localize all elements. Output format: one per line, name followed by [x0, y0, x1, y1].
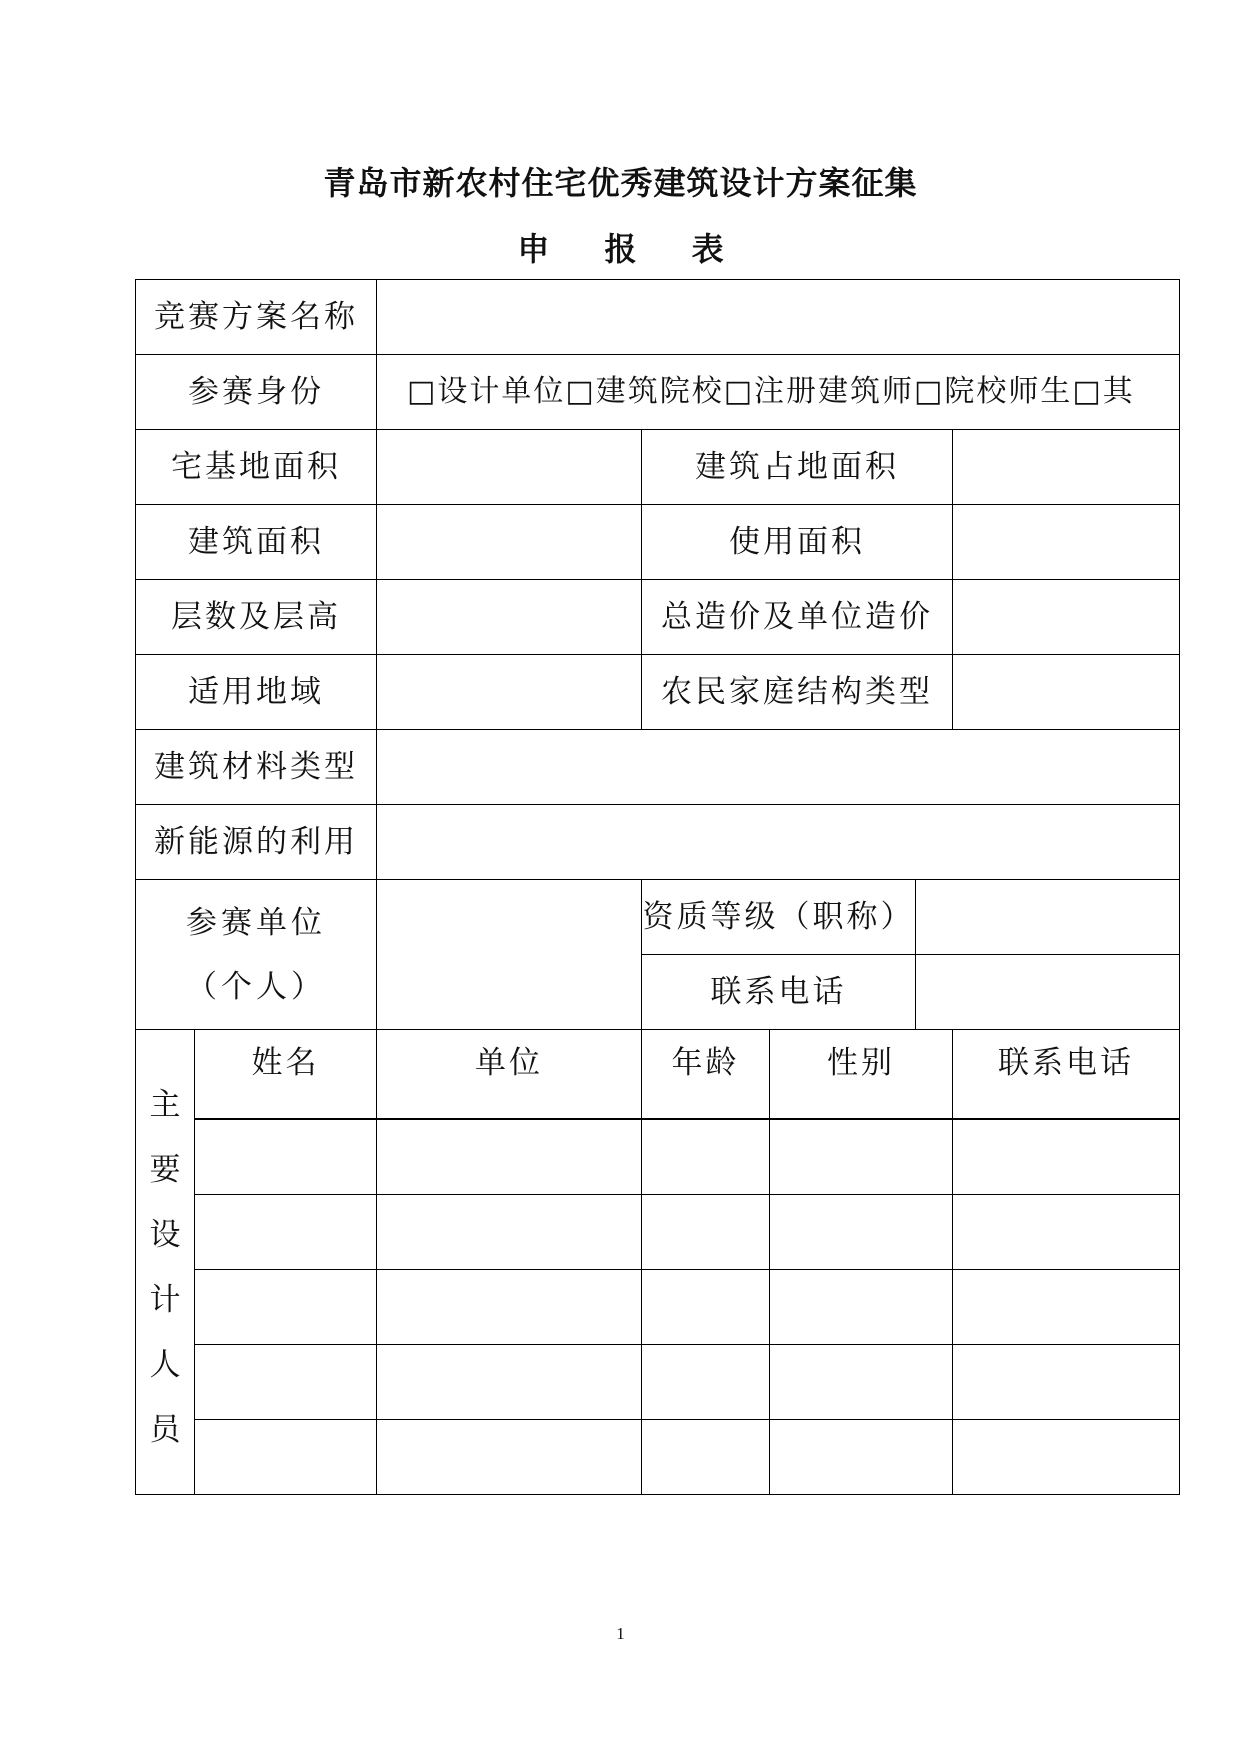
- vertical-char: 主: [149, 1087, 181, 1123]
- table-row: [136, 1270, 1180, 1345]
- column-header-age: 年龄: [642, 1030, 770, 1120]
- material-label: 建筑材料类型: [136, 730, 377, 805]
- designer-gender-field[interactable]: [770, 1420, 953, 1495]
- vertical-char: 员: [149, 1412, 181, 1448]
- table-row: [136, 1420, 1180, 1495]
- designer-name-field[interactable]: [195, 1195, 377, 1270]
- table-row: [136, 1195, 1180, 1270]
- row-floors: [136, 580, 1180, 655]
- homestead-area-label: 宅基地面积: [136, 430, 377, 505]
- unit-label-line2: （个人）: [186, 968, 326, 1005]
- footprint-area-field[interactable]: [953, 430, 1180, 505]
- designer-unit-field[interactable]: [377, 1119, 642, 1195]
- identity-label: 参赛身份: [136, 355, 377, 430]
- row-identity: [136, 355, 1180, 430]
- qualification-field[interactable]: [916, 880, 1180, 955]
- designer-phone-field[interactable]: [953, 1420, 1180, 1495]
- designer-unit-field[interactable]: [377, 1345, 642, 1420]
- contact-phone-label: 联系电话: [642, 955, 916, 1030]
- row-building-area: [136, 505, 1180, 580]
- homestead-area-field[interactable]: [377, 430, 642, 505]
- cost-field[interactable]: [953, 580, 1180, 655]
- contact-phone-field[interactable]: [916, 955, 1180, 1030]
- designer-age-field[interactable]: [642, 1119, 770, 1195]
- designer-unit-field[interactable]: [377, 1195, 642, 1270]
- vertical-char: 人: [149, 1347, 181, 1383]
- row-energy: [136, 805, 1180, 880]
- application-form-table: [135, 279, 1180, 1495]
- column-header-name: 姓名: [195, 1030, 377, 1120]
- table-row: [136, 1345, 1180, 1420]
- designer-age-field[interactable]: [642, 1345, 770, 1420]
- unit-label: [136, 880, 377, 1030]
- designer-age-field[interactable]: [642, 1420, 770, 1495]
- designer-gender-field[interactable]: [770, 1195, 953, 1270]
- scheme-name-field[interactable]: [377, 280, 1180, 355]
- designer-age-field[interactable]: [642, 1270, 770, 1345]
- vertical-char: 计: [149, 1282, 181, 1318]
- region-field[interactable]: [377, 655, 642, 730]
- designer-phone-field[interactable]: [953, 1345, 1180, 1420]
- vertical-char: 设: [149, 1217, 181, 1253]
- column-header-phone: 联系电话: [953, 1030, 1180, 1120]
- floors-field[interactable]: [377, 580, 642, 655]
- energy-field[interactable]: [377, 805, 1180, 880]
- usable-area-field[interactable]: [953, 505, 1180, 580]
- document-title: 青岛市新农村住宅优秀建筑设计方案征集: [323, 164, 918, 202]
- unit-label-line1: 参赛单位: [186, 904, 326, 941]
- designer-gender-field[interactable]: [770, 1345, 953, 1420]
- designers-header-row: [136, 1030, 1180, 1120]
- designer-name-field[interactable]: [195, 1119, 377, 1195]
- column-header-gender: 性别: [770, 1030, 953, 1120]
- row-material: [136, 730, 1180, 805]
- designer-gender-field[interactable]: [770, 1119, 953, 1195]
- designers-vertical-label: [136, 1030, 195, 1495]
- energy-label: 新能源的利用: [136, 805, 377, 880]
- identity-options[interactable]: □设计单位□建筑院校□注册建筑师□院校师生□其: [377, 355, 1180, 430]
- unit-field[interactable]: [377, 880, 642, 1030]
- floors-label: 层数及层高: [136, 580, 377, 655]
- page-number: 1: [616, 1624, 625, 1643]
- family-structure-label: 农民家庭结构类型: [642, 655, 953, 730]
- cost-label: 总造价及单位造价: [642, 580, 953, 655]
- designer-phone-field[interactable]: [953, 1270, 1180, 1345]
- designer-gender-field[interactable]: [770, 1270, 953, 1345]
- family-structure-field[interactable]: [953, 655, 1180, 730]
- footprint-area-label: 建筑占地面积: [642, 430, 953, 505]
- building-area-label: 建筑面积: [136, 505, 377, 580]
- column-header-unit: 单位: [377, 1030, 642, 1120]
- row-region: [136, 655, 1180, 730]
- vertical-char: 要: [149, 1152, 181, 1188]
- material-field[interactable]: [377, 730, 1180, 805]
- region-label: 适用地域: [136, 655, 377, 730]
- designer-name-field[interactable]: [195, 1420, 377, 1495]
- row-homestead-area: [136, 430, 1180, 505]
- table-row: [136, 1119, 1180, 1195]
- designer-unit-field[interactable]: [377, 1420, 642, 1495]
- designer-phone-field[interactable]: [953, 1195, 1180, 1270]
- qualification-label: 资质等级（职称）: [642, 880, 916, 955]
- designer-unit-field[interactable]: [377, 1270, 642, 1345]
- designer-age-field[interactable]: [642, 1195, 770, 1270]
- building-area-field[interactable]: [377, 505, 642, 580]
- designer-name-field[interactable]: [195, 1270, 377, 1345]
- designer-phone-field[interactable]: [953, 1119, 1180, 1195]
- usable-area-label: 使用面积: [642, 505, 953, 580]
- scheme-name-label: 竞赛方案名称: [136, 280, 377, 355]
- document-subtitle: 申 报 表: [517, 230, 746, 268]
- row-scheme-name: [136, 280, 1180, 355]
- row-unit-1: [136, 880, 1180, 955]
- designer-name-field[interactable]: [195, 1345, 377, 1420]
